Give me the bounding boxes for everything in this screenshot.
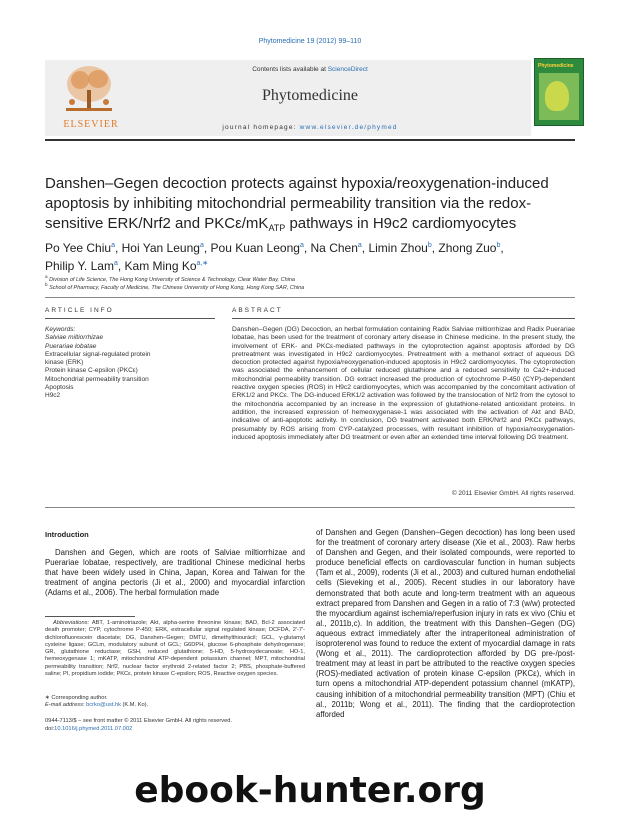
affiliation-divider bbox=[45, 297, 575, 298]
abstract-heading: ABSTRACT bbox=[232, 307, 283, 314]
corresponding-author-label: ∗ Corresponding author. bbox=[45, 695, 108, 701]
journal-homepage-line bbox=[0, 124, 620, 131]
journal-cover-thumbnail[interactable] bbox=[534, 58, 584, 126]
watermark-text: ebook-hunter.org bbox=[134, 770, 486, 811]
abstract-rule bbox=[232, 318, 575, 319]
author-list: Po Yee Chiu$^a$, Hoi Yan Leung$^a$, Pou Kuan Leong$^a$, Na Chen$^a$, Limin Zhou$^b$, Zhong Zuo$^b$, Philip Y. Lam$^a$, Kam Ming $Ko^{a,∗}$ bbox=[45, 241, 504, 273]
sciencedirect-link[interactable]: ScienceDirect bbox=[327, 66, 368, 73]
abstract-divider bbox=[45, 507, 575, 508]
doi-link[interactable]: 10.1016/j.phymed.2011.07.002 bbox=[54, 726, 133, 732]
introduction-heading: Introduction bbox=[45, 530, 89, 539]
abstract-text: Danshen–Gegen (DG) Decoction, an herbal formulation containing Radix Salviae miltiorrhizae and Radix Puerariae lobatae, has been used for the treatment of coronary artery disease in Chinese medicine. In the present study, the involvement of ERK- and PKCε-mediated pathways in the cytoprotection against apoptosis afforded by DG pretreatment was investigated in H9c2 cardiomyocytes. Pretreatment with a methanol extract of aqueous DG decoction protected against hypoxia/reoxygenation-induced apoptosis in H9c2 cardiomyocytes. The cytoprotection was associated the enhancement of cellular reduced glutathione and a reduced sensitivity to Ca2+-induced mitochondrial permeability transition. DG extract increased the production of cytochrome P-450 (CYP)-dependent reactive oxygen species (ROS) in H9c2 cardiomyocytes, which was accompanied by the concomitant activation of ERK1/2 and PKCε. The DG-induced ERK1/2 activation was followed by the translocation of Nrf2 from the cytosol to the mitochondria accompanied by an increase in the expression of glutathione-related antioxidant proteins. In addition, the increased expression of hemeoxygenase-1 was associated with the activation of Akt and BAD, indicative of anti-apoptotic activity. In conclusion, DG treatment activated both ERK/Nrf2 and PKCε pathways, presumably by ROS arising from CYP-catalyzed processes, with resultant inhibition of hypoxia/reoxygenation-induced apoptosis immediately after DG treatment or even after an extended time interval following DG treatment. bbox=[232, 326, 575, 441]
abbreviations-label: Abbreviations: bbox=[53, 620, 90, 626]
abbreviations-text: ABT, 1-aminotriazole; Akt, alpha-serine threonine kinase; BAD, Bcl-2 associated death promoter; CYP, cytochrome P-450; ERK, extracellular signal regulated kinase; DCFDA, 2′-7′-dichlorofluorescein diacetate; DG, Danshen–Gegen; DMTU, dimethylthiourácil; GCL, γ-glutamyl cysteine ligase; GCLm, modulatory subunit of GCL; G6DPH, glucose 6-phosphate dehydrogenase; GR, glutathione reductase; GSH, reduced glutathione; 5-HD, 5-hydroxydecanoate; HO-1, hemeoxygenase 1; mKATP, mitochondrial ATP-dependent potassium channel; MPT, mitochondrial permeability transition; Nrf2, nuclear factor erythroid 2-related factor 2; PBS, phosphate-buffered saline; PI, propidium iodide; PKCε, protein kinase C-epsilon; ROS, Reactive oxygen species. bbox=[45, 620, 305, 678]
homepage-link[interactable]: www.elsevier.de/phymed bbox=[299, 124, 398, 131]
keyword: Protein kinase C-epsilon (PKCε) bbox=[45, 367, 138, 375]
keyword: H9c2 bbox=[45, 392, 61, 400]
author[interactable]: Na Chen$^a$ bbox=[310, 241, 362, 255]
affiliation-a: $^a$ Division of Life Science, The Hong Kong University of Science & Technology, Clear Water Bay, China bbox=[45, 274, 295, 283]
introduction-column-1: Danshen and Gegen, which are roots of Salviae miltiorrhizae and Puerariae lobatae, respectively, are traditional Chinese medicinal herbs that have been widely used in China, Japan, Korea and Taiwan for the treatment of angina pectoris (Ji et al., 2000) and myocardial infarction (Adams et al., 2006). The herbal formulation made bbox=[45, 548, 305, 598]
homepage-prefix: journal homepage: bbox=[222, 124, 300, 131]
affiliation-b: $^b$ School of Pharmacy, Faculty of Medicine, The Chinese University of Hong Kong, Hong Kong SAR, China bbox=[45, 282, 305, 291]
email-line: E-mail address: bcrko@ust.hk (K.M. Ko). bbox=[45, 702, 149, 709]
title-end: pathways in H9c2 cardiomyocytes bbox=[285, 215, 517, 232]
article-info-heading: ARTICLE INFO bbox=[45, 307, 114, 314]
corresponding-author-footnote bbox=[45, 695, 305, 710]
journal-citation-line[interactable]: Phytomedicine 19 (2012) 99–110 bbox=[258, 38, 362, 45]
author[interactable]: Po Yee Chiu$^a$ bbox=[45, 241, 115, 255]
keyword: Extracellular signal-regulated protein bbox=[45, 350, 151, 358]
introduction-column-2: of Danshen and Gegen (Danshen–Gegen decoction) has long been used for the treatment of coronary artery disease (Xie et al., 2003). Raw herbs of Danshen and Gegen, and their isolated compounds, were reported to produce beneficial effects on cardiovascular function in human subjects (Tam et al., 2009), rodents (Ji et al., 2003) and cultured human endothelial cells (Sieveking et al., 2005). Recent studies in our laboratory have demonstrated that both acute and long-term treatment with an aqueous extract prepared from Danshen and Gegen in a ratio of 7:3 (w/w) protected the myocardium against ischemia/reperfusion injury in rats ex vivo (Chiu et al., 2011b,c). In addition, the treatment with this Danshen–Gegen (DG) aqueous extract immediately after the intraperitoneal administration of isoproterenol was found to reduce the extent of myocardial damage in rats (Wong et al., 2011). The cardioprotection afforded by DG pre-/post-treatment may at least in part be attributed to the reactive oxygen species (ROS)-mediated activation of protein kinase C-epsilon (PKCε), which in turn opens a mitochondrial ATP-dependent potassium channel (mKATP), causing inhibition of a mitochondrial permeability transition (MPT) (Chiu et al., 2011b; Wong et al., 2011). The finding that the cardioprotection afforded bbox=[316, 528, 575, 719]
abstract-copyright: © 2011 Elsevier GmbH. All rights reserved. bbox=[451, 490, 575, 497]
issn-line: 0944-7113/$ – see front matter © 2011 Elsevier GmbH. All rights reserved. bbox=[45, 718, 233, 724]
contents-prefix: Contents lists available at bbox=[252, 66, 328, 73]
author[interactable]: Zhong Zuo$^b$ bbox=[438, 241, 501, 255]
author[interactable]: Pou Kuan Leong$^a$ bbox=[210, 241, 304, 255]
author[interactable]: Hoi Yan Leung$^a$ bbox=[121, 241, 204, 255]
author[interactable]: Limin Zhou$^b$ bbox=[368, 241, 432, 255]
email-link[interactable]: bcrko@ust.hk bbox=[86, 702, 121, 709]
keyword: Apoptosis bbox=[45, 384, 74, 392]
title-main: Danshen–Gegen decoction protects against hypoxia/reoxygenation-induced apoptosis by inhibiting mitochondrial permeability transition via the redox-sensitive ERK/Nrf2 and PKCε/mK bbox=[45, 175, 549, 232]
doi-line: doi:10.1016/j.phymed.2011.07.002 bbox=[45, 726, 133, 732]
keywords-block bbox=[45, 326, 195, 401]
keyword: Puerariae lobatae bbox=[45, 342, 97, 350]
cover-plant-shape bbox=[545, 81, 569, 111]
author[interactable]: Philip Y. Lam$^a$ bbox=[45, 259, 118, 273]
article-info-rule bbox=[45, 318, 215, 319]
journal-title: Phytomedicine bbox=[262, 87, 358, 104]
footnote-rule bbox=[45, 616, 135, 617]
cover-title: Phytomedicine bbox=[538, 63, 574, 69]
abbreviations-footnote bbox=[45, 620, 305, 678]
keywords-label: Keywords: bbox=[45, 326, 76, 333]
title-subscript: ATP bbox=[268, 223, 286, 233]
elsevier-wordmark: ELSEVIER bbox=[63, 119, 119, 130]
keyword: Salviae miltiorrhizae bbox=[45, 334, 104, 342]
author[interactable]: Kam Ming $Ko^{a,∗}$ bbox=[124, 259, 209, 273]
keyword: Mitochondrial permeability transition bbox=[45, 375, 149, 383]
keyword: kinase (ERK) bbox=[45, 359, 84, 367]
header-divider bbox=[45, 139, 575, 141]
article-title bbox=[45, 174, 585, 234]
